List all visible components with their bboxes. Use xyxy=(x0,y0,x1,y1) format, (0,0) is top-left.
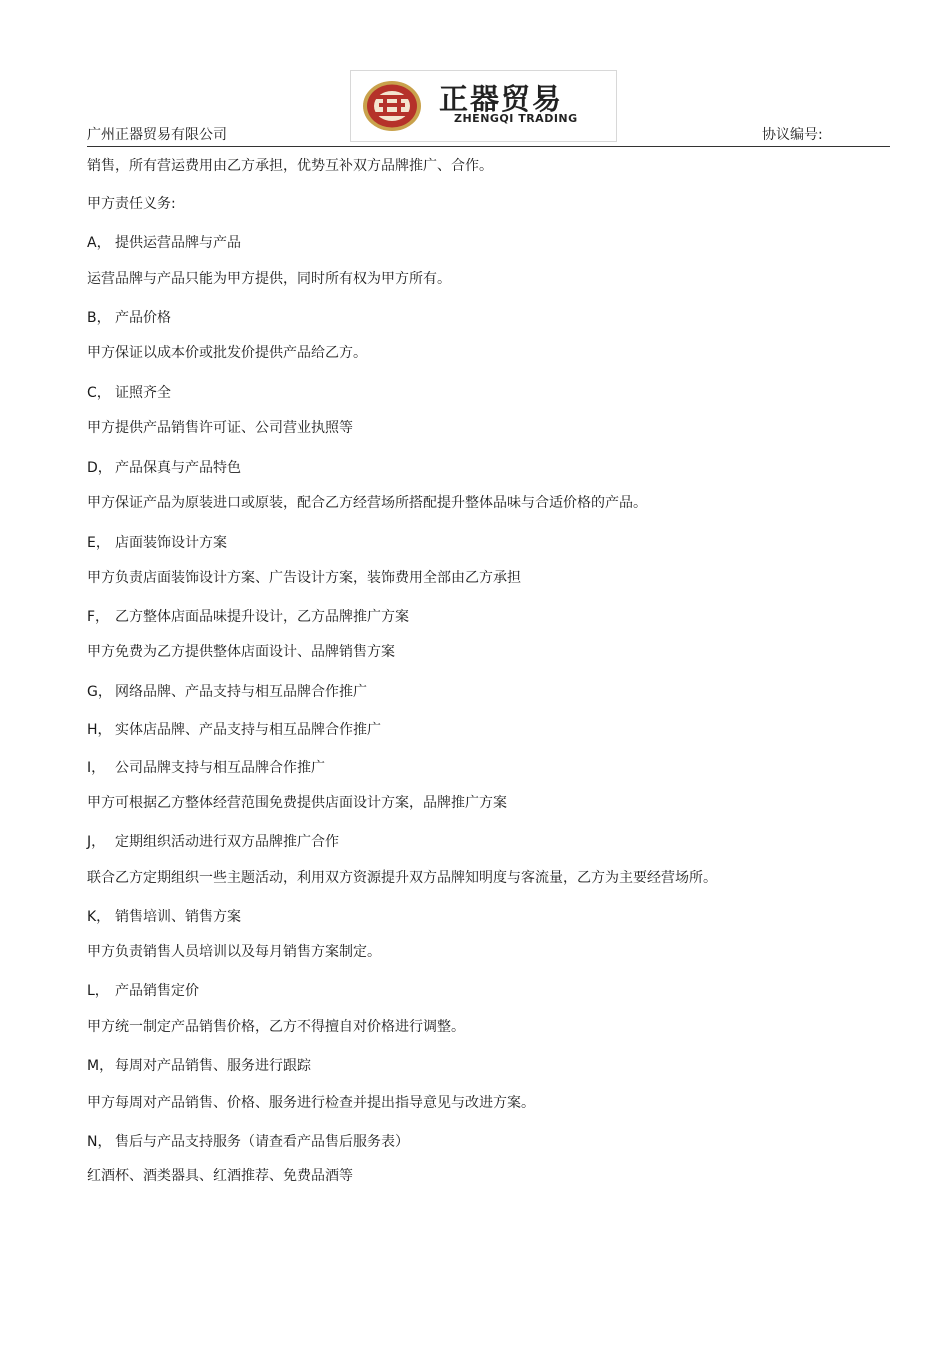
item-i-desc: 甲方可根据乙方整体经营范围免费提供店面设计方案，品牌推广方案 xyxy=(87,795,507,811)
item-n-desc: 红酒杯、酒类器具、红酒推荐、免费品酒等 xyxy=(87,1168,353,1184)
item-title: 乙方整体店面品味提升设计，乙方品牌推广方案 xyxy=(115,609,409,625)
company-logo xyxy=(350,70,617,142)
agreement-number-label: 协议编号: xyxy=(762,127,823,143)
item-label: B， xyxy=(87,310,111,326)
item-label: A， xyxy=(87,235,111,251)
item-h-title xyxy=(87,721,381,739)
item-d-title xyxy=(87,459,241,477)
item-label: N， xyxy=(87,1134,112,1150)
item-g-title xyxy=(87,683,367,701)
item-f-desc: 甲方免费为乙方提供整体店面设计、品牌销售方案 xyxy=(87,644,395,660)
item-title: 产品价格 xyxy=(115,310,171,326)
logo-emblem-icon xyxy=(361,79,423,133)
intro-paragraph: 销售，所有营运费用由乙方承担，优势互补双方品牌推广、合作。 xyxy=(87,158,493,174)
item-c-desc: 甲方提供产品销售许可证、公司营业执照等 xyxy=(87,420,353,436)
item-m-title xyxy=(87,1057,311,1075)
item-label: I， xyxy=(87,760,106,776)
item-b-title xyxy=(87,309,171,327)
company-name: 广州正器贸易有限公司 xyxy=(87,127,227,143)
item-title: 实体店品牌、产品支持与相互品牌合作推广 xyxy=(115,722,381,738)
item-title: 销售培训、销售方案 xyxy=(115,909,241,925)
item-k-title xyxy=(87,908,241,926)
item-label: L， xyxy=(87,983,109,999)
item-c-title xyxy=(87,384,171,402)
item-title: 每周对产品销售、服务进行跟踪 xyxy=(115,1058,311,1074)
item-title: 店面装饰设计方案 xyxy=(115,535,227,551)
item-b-desc: 甲方保证以成本价或批发价提供产品给乙方。 xyxy=(87,345,367,361)
item-label: K， xyxy=(87,909,111,925)
item-j-title xyxy=(87,833,339,851)
header-divider xyxy=(87,146,890,147)
item-n-title xyxy=(87,1133,409,1151)
item-j-desc: 联合乙方定期组织一些主题活动，利用双方资源提升双方品牌知明度与客流量，乙方为主要经营场所。 xyxy=(87,870,717,886)
item-d-desc: 甲方保证产品为原装进口或原装，配合乙方经营场所搭配提升整体品味与合适价格的产品。 xyxy=(87,495,647,511)
item-m-desc: 甲方每周对产品销售、价格、服务进行检查并提出指导意见与改进方案。 xyxy=(87,1095,535,1111)
item-title: 证照齐全 xyxy=(115,385,171,401)
item-label: H， xyxy=(87,722,112,738)
logo-name-en: ZHENGQI TRADING xyxy=(454,112,578,125)
item-f-title xyxy=(87,608,409,626)
item-title: 提供运营品牌与产品 xyxy=(115,235,241,251)
item-l-title xyxy=(87,982,199,1000)
item-i-title xyxy=(87,759,325,777)
item-k-desc: 甲方负责销售人员培训以及每月销售方案制定。 xyxy=(87,944,381,960)
item-a-desc: 运营品牌与产品只能为甲方提供，同时所有权为甲方所有。 xyxy=(87,271,451,287)
item-label: J， xyxy=(87,834,106,850)
item-e-desc: 甲方负责店面装饰设计方案、广告设计方案，装饰费用全部由乙方承担 xyxy=(87,570,521,586)
item-e-title xyxy=(87,534,227,552)
item-title: 产品保真与产品特色 xyxy=(115,460,241,476)
item-label: F， xyxy=(87,609,110,625)
item-a-title xyxy=(87,234,241,252)
item-label: C， xyxy=(87,385,111,401)
logo-name-cn: 正器贸易 xyxy=(439,82,564,116)
item-label: D， xyxy=(87,460,112,476)
item-title: 售后与产品支持服务（请查看产品售后服务表） xyxy=(115,1134,409,1150)
item-label: E， xyxy=(87,535,110,551)
item-title: 网络品牌、产品支持与相互品牌合作推广 xyxy=(115,684,367,700)
section-heading: 甲方责任义务: xyxy=(87,196,176,212)
item-title: 公司品牌支持与相互品牌合作推广 xyxy=(115,760,325,776)
item-l-desc: 甲方统一制定产品销售价格，乙方不得擅自对价格进行调整。 xyxy=(87,1019,465,1035)
item-label: M， xyxy=(87,1058,114,1074)
item-title: 定期组织活动进行双方品牌推广合作 xyxy=(115,834,339,850)
item-label: G， xyxy=(87,684,112,700)
item-title: 产品销售定价 xyxy=(115,983,199,999)
